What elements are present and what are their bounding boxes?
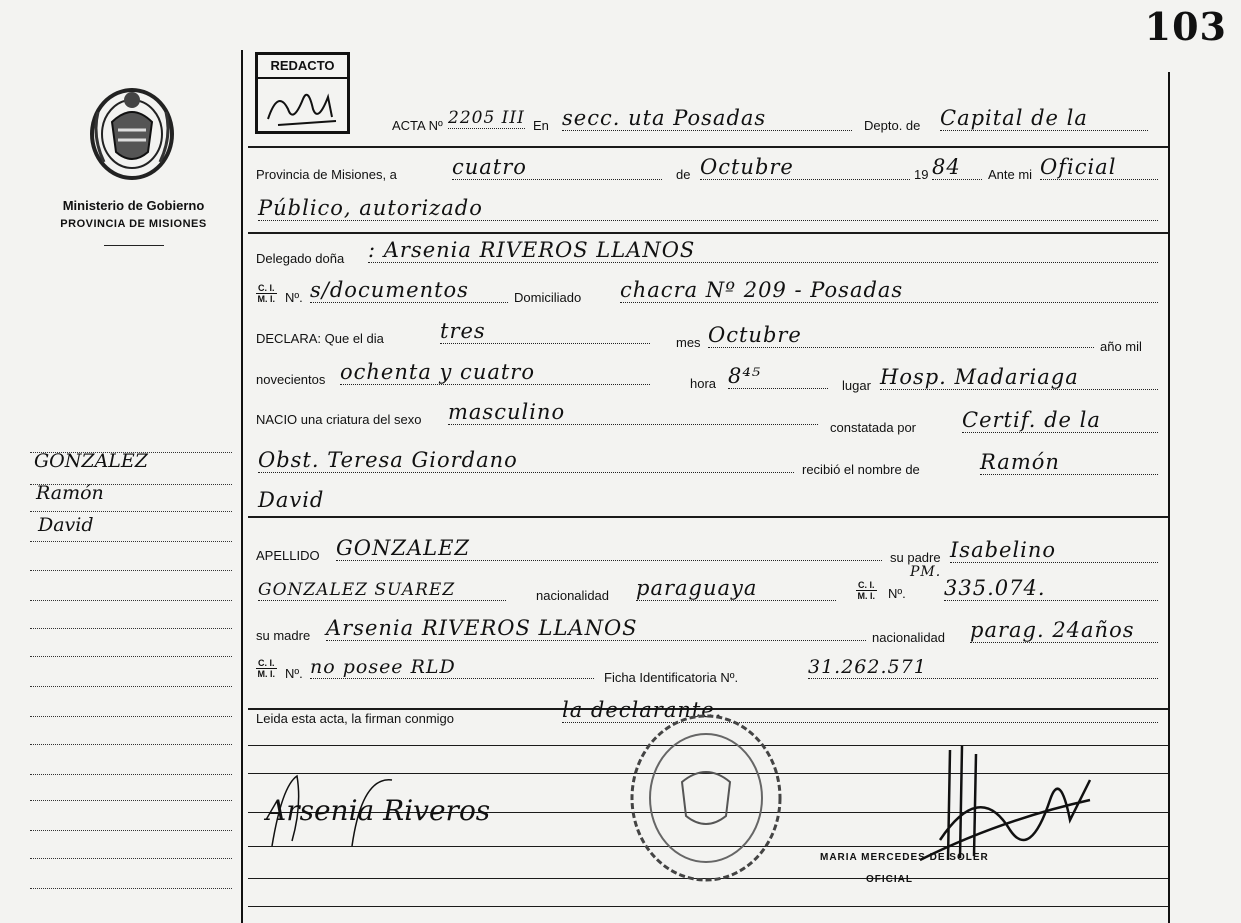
doc-value: s/documentos: [310, 278, 508, 303]
oficial-stamp-title: OFICIAL: [866, 874, 913, 885]
signature-line: [248, 906, 1168, 907]
ci-fraction: [256, 283, 277, 304]
novecientos-label: novecientos: [256, 372, 326, 387]
margin-line: [30, 716, 232, 717]
margin-line: [30, 686, 232, 687]
ci-top: C. I.: [258, 283, 275, 293]
domicilio-label: Domiciliado: [514, 290, 582, 305]
en-label: En: [533, 118, 549, 133]
madre-label: su madre: [256, 628, 311, 643]
nacio-label: NACIO una criatura del sexo: [256, 412, 422, 427]
padre-ci-pm: PM.: [910, 564, 942, 580]
ministry-header: [26, 197, 241, 246]
margin-line: [30, 541, 232, 542]
form-rule: [248, 232, 1168, 234]
oficial-signature: [900, 740, 1100, 890]
month-value: Octubre: [700, 155, 910, 180]
provincia-label: Provincia de Misiones, a: [256, 167, 397, 182]
ante-value: Oficial: [1040, 155, 1158, 180]
novecientos-value: ochenta y cuatro: [340, 360, 650, 385]
nombre-value: Ramón: [980, 450, 1158, 475]
madre-ci-fraction: [256, 658, 277, 679]
margin-note-second-name: David: [38, 514, 94, 536]
depto-label: Depto. de: [864, 118, 921, 133]
day-value: cuatro: [452, 155, 662, 180]
ficha-label: Ficha Identificatoria Nº.: [604, 670, 739, 685]
margin-line: [30, 800, 232, 801]
ficha-value: 31.262.571: [808, 656, 1158, 679]
margin-note-name: Ramón: [36, 482, 104, 504]
domicilio-value: chacra Nº 209 - Posadas: [620, 278, 1158, 303]
lugar-value: Hosp. Madariaga: [880, 365, 1158, 390]
margin-line: [30, 628, 232, 629]
declarante-signature: [262, 766, 491, 856]
madre-value: Arsenia RIVEROS LLANOS: [326, 616, 866, 641]
nombre2-value: David: [258, 488, 325, 512]
form-rule: [248, 516, 1168, 518]
declara-label: DECLARA: Que el dia: [256, 331, 384, 346]
madre-nacionalidad-value: parag. 24años: [970, 618, 1158, 643]
mes-value: Octubre: [708, 323, 1094, 348]
delegado-value: : Arsenia RIVEROS LLANOS: [368, 238, 1158, 263]
page-number: 103: [1144, 4, 1227, 49]
sexo-value: masculino: [448, 400, 818, 425]
dia-value: tres: [440, 319, 650, 344]
margin-line: [30, 888, 232, 889]
hora-label: hora: [690, 376, 717, 391]
margin-note-surname: GONZALEZ: [34, 450, 148, 472]
margin-line: [30, 858, 232, 859]
padre-ci-top: C. I.: [858, 580, 875, 590]
delegado-label: Delegado doña: [256, 251, 345, 266]
margin-line: [30, 656, 232, 657]
leida-label: Leida esta acta, la firman conmigo: [256, 711, 454, 726]
official-round-seal: [628, 712, 784, 884]
mes-label: mes: [676, 335, 701, 350]
margin-line: [30, 511, 232, 512]
coat-of-arms-icon: [84, 82, 180, 182]
de-label: de: [676, 167, 691, 182]
leida-value: la declarante.: [562, 698, 1158, 723]
stamp-signature: [258, 79, 347, 135]
margin-line: [30, 774, 232, 775]
ministry-subtitle: PROVINCIA DE MISIONES: [60, 218, 207, 230]
apellido-value: GONZALEZ: [336, 536, 882, 561]
ante-label: Ante mi: [988, 167, 1033, 182]
ministry-title: Ministerio de Gobierno: [62, 198, 205, 213]
form-rule: [248, 146, 1168, 148]
madre-doc-value: no posee RLD: [310, 656, 594, 679]
en-value: secc. uta Posadas: [562, 106, 852, 131]
no-label: Nº.: [285, 290, 303, 305]
declarante-signature-text: Arsenia Riveros: [266, 794, 491, 827]
redacto-stamp: [255, 52, 350, 134]
padre-no-label: Nº.: [888, 586, 906, 601]
right-margin-border: [1168, 72, 1170, 923]
obst-value: Obst. Teresa Giordano: [258, 448, 794, 473]
recibio-label: recibió el nombre de: [802, 462, 920, 477]
margin-line: [30, 570, 232, 571]
nacionalidad-value: paraguaya: [636, 576, 836, 601]
padre2-value: GONZALEZ SUAREZ: [258, 580, 506, 601]
publico-value: Público, autorizado: [258, 196, 1158, 221]
madre-nacionalidad-label: nacionalidad: [872, 630, 946, 645]
ci-bottom: M. I.: [257, 294, 275, 304]
madre-ci-bottom: M. I.: [257, 669, 275, 679]
madre-ci-top: C. I.: [258, 658, 275, 668]
margin-line: [30, 744, 232, 745]
padre-value: Isabelino: [950, 538, 1158, 563]
ano-label: año mil: [1100, 339, 1142, 354]
left-margin-border: [241, 50, 243, 923]
constatada-value: Certif. de la: [962, 408, 1158, 433]
lugar-label: lugar: [842, 378, 871, 393]
ministry-divider: [104, 245, 164, 246]
padre-ci-value: 335.074.: [944, 576, 1158, 601]
margin-line: [30, 830, 232, 831]
padre-ci-fraction: [856, 580, 877, 601]
oficial-stamp-name: MARIA MERCEDES DE SOLER: [820, 852, 989, 863]
padre-label: su padre: [890, 550, 941, 565]
padre-ci-bottom: M. I.: [857, 591, 875, 601]
year-value: 84: [932, 155, 982, 180]
margin-line: [30, 600, 232, 601]
acta-number: 2205 III: [448, 108, 525, 128]
depto-value: Capital de la: [940, 106, 1148, 131]
hora-value: 8⁴⁵: [728, 364, 828, 389]
acta-label: ACTA Nº: [392, 118, 443, 133]
apellido-label: APELLIDO: [256, 548, 320, 563]
nacionalidad-label: nacionalidad: [536, 588, 610, 603]
madre-no-label: Nº.: [285, 666, 303, 681]
constatada-label: constatada por: [830, 420, 917, 435]
year-prefix: 19: [914, 167, 929, 182]
stamp-label: REDACTO: [258, 55, 347, 79]
